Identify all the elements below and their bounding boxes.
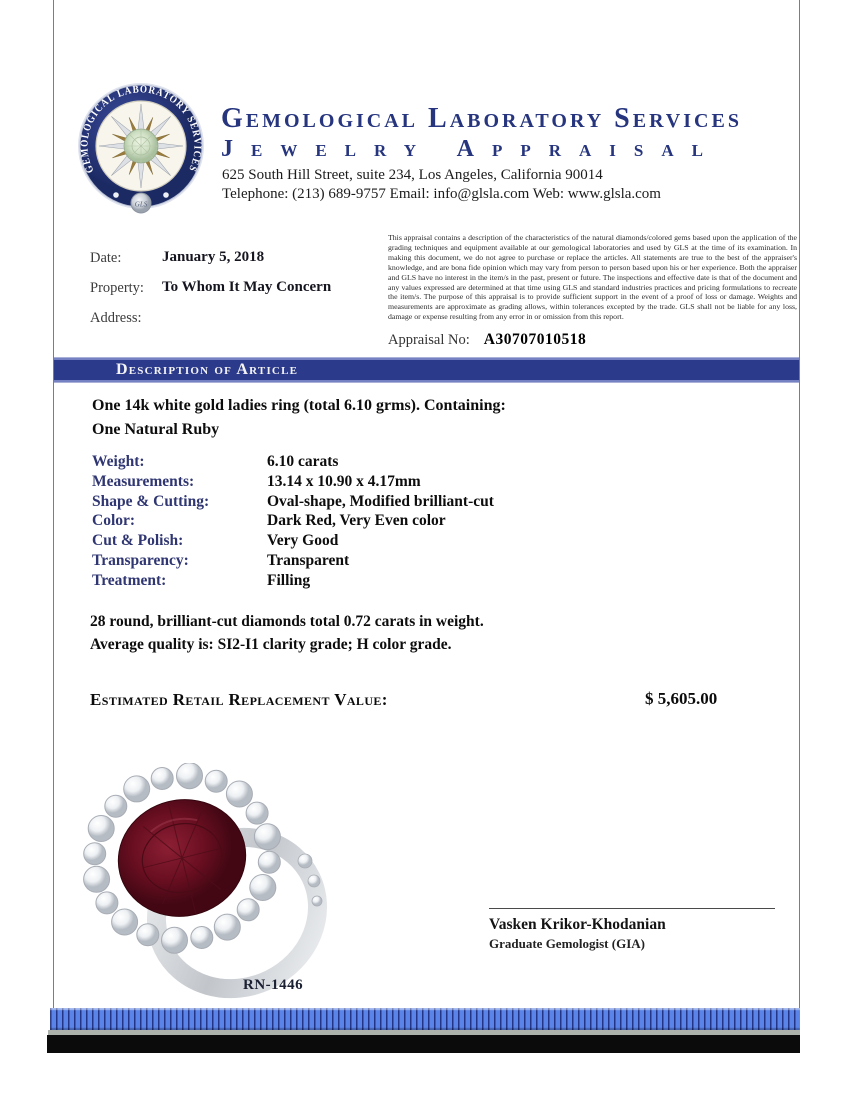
spec-row xyxy=(92,572,494,592)
description-banner-title: Description of Article xyxy=(116,361,299,378)
ruby-gem xyxy=(106,786,258,930)
description-banner xyxy=(54,358,799,382)
address-label: Address: xyxy=(90,310,142,326)
seal-dot-right xyxy=(163,192,169,198)
appraisal-subtitle: Jewelry Appraisal xyxy=(221,136,721,162)
spec-row xyxy=(92,473,494,493)
spec-value: Very Good xyxy=(267,532,339,550)
spec-value: Dark Red, Very Even color xyxy=(267,512,446,530)
ring-ref-label: RN-1446 xyxy=(243,977,304,993)
spec-row xyxy=(92,493,494,513)
page-left-border xyxy=(53,0,54,1053)
date-value: January 5, 2018 xyxy=(162,249,265,265)
spec-value: 6.10 carats xyxy=(267,453,339,470)
spec-label: Transparency: xyxy=(92,551,189,569)
company-address: 625 South Hill Street, suite 234, Los Angeles, California 90014 xyxy=(222,167,603,183)
center-gem xyxy=(124,129,158,163)
property-value: To Whom It May Concern xyxy=(162,279,332,295)
svg-text:GLS: GLS xyxy=(134,200,148,209)
spec-row xyxy=(92,453,494,473)
spec-label: Cut & Polish: xyxy=(92,532,184,550)
diamonds-line-2: Average quality is: SI2-I1 clarity grade; H color grade. xyxy=(90,636,452,653)
description-line-2: One Natural Ruby xyxy=(92,420,220,438)
seal-medallion xyxy=(131,193,151,213)
company-contact: Telephone: (213) 689-9757 Email: info@glsla.com Web: www.glsla.com xyxy=(222,186,661,202)
spec-label: Measurements: xyxy=(92,472,195,490)
page-right-border xyxy=(799,0,800,1053)
property-label: Property: xyxy=(90,280,144,296)
valuation-amount: $ 5,605.00 xyxy=(645,689,718,708)
gem-spec-table xyxy=(92,453,494,592)
spec-value: Oval-shape, Modified brilliant-cut xyxy=(267,492,494,510)
bottom-black-band xyxy=(47,1035,800,1053)
gls-seal-logo xyxy=(76,82,206,218)
spec-row xyxy=(92,532,494,552)
bottom-striped-ribbon xyxy=(50,1008,800,1030)
signer-name: Vasken Krikor-Khodanian xyxy=(489,916,666,933)
spec-value: Transparent xyxy=(267,551,350,569)
company-name: Gemological Laboratory Services xyxy=(221,103,742,134)
signer-title: Graduate Gemologist (GIA) xyxy=(489,936,645,951)
appraisal-no-label: Appraisal No: xyxy=(388,332,470,348)
spec-row xyxy=(92,552,494,572)
spec-value: 13.14 x 10.90 x 4.17mm xyxy=(267,472,421,490)
seal-dot-left xyxy=(113,192,119,198)
date-label: Date: xyxy=(90,250,122,266)
disclaimer-text: This appraisal contains a description of the characteristics of the natural diamonds/colored gems based upon the application of the grading techniques and equipment available at our gemological laboratories and used by GLS at the time of its examination. In making this document, we do not agree to purchase or replace the articles. All statements are true to the best of the appraiser's knowledge, and are bona fide opinion which may vary from person to person based upon his or her experience. Both the appraiser and GLS have no interest in the item/s in the past, present or future. The inspections and effective date is that of the document and any values expressed are determined at that time using GLS and standard industries practices and pricing formulations to recreate the item/s. The purpose of this appraisal is to provide sufficient support in the event of a proof of loss or damage. Weights and measurements are approximate as grading allows, within tolerances excepted by the trade. GLS shall not be liable for any loss, damage or expense resulting from any error in or omission from this report. xyxy=(388,233,797,322)
article-description xyxy=(92,394,506,441)
seal-arc-text: GEMOLOGICAL LABORATORY SERVICES xyxy=(79,84,203,175)
signature-line xyxy=(489,908,775,909)
diamonds-line-1: 28 round, brilliant-cut diamonds total 0.72 carats in weight. xyxy=(90,613,484,630)
spec-value: Filling xyxy=(267,571,311,589)
description-line-1: One 14k white gold ladies ring (total 6.10 grms). Containing: xyxy=(92,397,506,414)
diamonds-summary xyxy=(90,610,484,656)
spec-label: Shape & Cutting: xyxy=(92,492,210,510)
ring-photo xyxy=(62,763,397,1003)
appraisal-no-value: A30707010518 xyxy=(483,331,587,348)
appraisal-number-row xyxy=(388,331,586,349)
spec-label: Color: xyxy=(92,512,136,530)
spec-label: Weight: xyxy=(92,453,145,470)
valuation-label: Estimated Retail Replacement Value: xyxy=(90,690,388,709)
spec-label: Treatment: xyxy=(92,571,167,589)
spec-row xyxy=(92,512,494,532)
